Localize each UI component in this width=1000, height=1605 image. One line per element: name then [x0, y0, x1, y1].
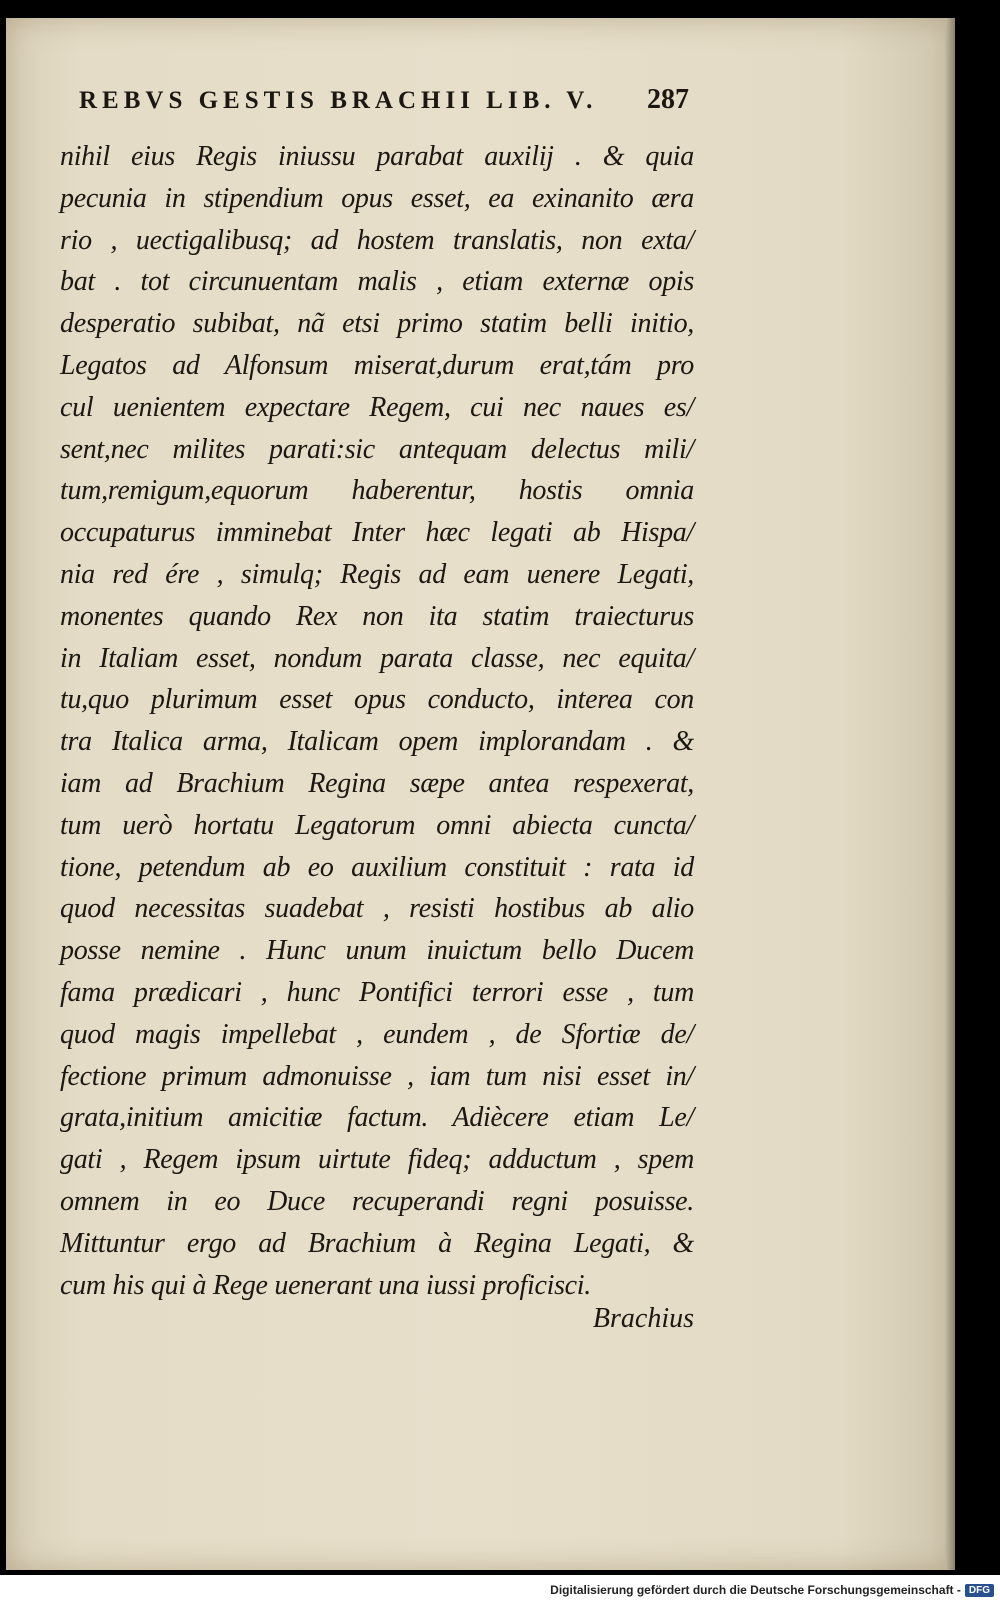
funding-credit: Digitalisierung gefördert durch die Deutsche Forschungsgemeinschaft -	[550, 1583, 961, 1597]
text-line: tu,quo plurimum esset opus conducto, interea con	[60, 684, 694, 716]
text-line: fama prædicari , hunc Pontifici terrori esse , tum	[60, 976, 694, 1008]
text-line: quod necessitas suadebat , resisti hostibus ab alio	[60, 893, 694, 925]
text-line: fectione primum admonuisse , iam tum nisi esset in/	[60, 1060, 694, 1092]
text-line: quod magis impellebat , eundem , de Sfortiæ de/	[60, 1018, 694, 1050]
text-line: rio , uectigalibusq; ad hostem translatis, non exta/	[60, 224, 694, 256]
text-line: desperatio subibat, nã etsi primo statim belli initio,	[60, 308, 694, 340]
text-line: monentes quando Rex non ita statim traiecturus	[60, 600, 694, 632]
text-line: nihil eius Regis iniussu parabat auxilij . & quia	[60, 141, 694, 172]
text-line: posse nemine . Hunc unum inuictum bello Ducem	[60, 935, 694, 967]
text-line: nia red ére , simulq; Regis ad eam uenere Legati,	[60, 558, 694, 590]
text-line: omnem in eo Duce recuperandi regni posuisse.	[60, 1185, 694, 1217]
page-edge	[945, 18, 955, 1570]
text-line: gati , Regem ipsum uirtute fideq; adductum , spem	[60, 1144, 694, 1176]
book-page	[6, 18, 955, 1570]
running-head	[79, 84, 689, 120]
dfg-logo: DFG	[965, 1584, 994, 1597]
text-line: tum,remigum,equorum haberentur, hostis omnia	[60, 475, 694, 507]
running-head-title: REBVS GESTIS BRACHII LIB. V.	[79, 87, 598, 114]
digitization-footer	[0, 1575, 1000, 1605]
text-line: cum his qui à Rege uenerant una iussi proficisci.	[60, 1269, 591, 1301]
text-line: Legatos ad Alfonsum miserat,durum erat,tám pro	[60, 349, 694, 381]
text-line: iam ad Brachium Regina sæpe antea respexerat,	[60, 767, 694, 799]
text-line: tum uerò hortatu Legatorum omni abiecta cuncta/	[60, 809, 694, 841]
text-line: cul uenientem expectare Regem, cui nec naues es/	[60, 391, 694, 423]
text-line: sent,nec milites parati:sic antequam delectus mili/	[60, 433, 694, 465]
text-line: tra Italica arma, Italicam opem implorandam . &	[60, 726, 694, 758]
text-line: grata,initium amicitiæ factum. Adiècere etiam Le/	[60, 1102, 694, 1134]
text-line: bat . tot circunuentam malis , etiam externæ opis	[60, 266, 694, 298]
text-line: in Italiam esset, nondum parata classe, nec equita/	[60, 642, 694, 674]
text-line: Mittuntur ergo ad Brachium à Regina Legati, &	[60, 1227, 694, 1259]
text-line: occupaturus imminebat Inter hæc legati ab Hispa/	[60, 517, 694, 549]
body-text	[60, 136, 694, 1306]
page-number: 287	[647, 84, 689, 115]
catchword: Brachius	[592, 1303, 694, 1334]
text-line: pecunia in stipendium opus esset, ea exinanito æra	[60, 182, 694, 214]
text-line: tione, petendum ab eo auxilium constituit : rata id	[60, 851, 694, 883]
